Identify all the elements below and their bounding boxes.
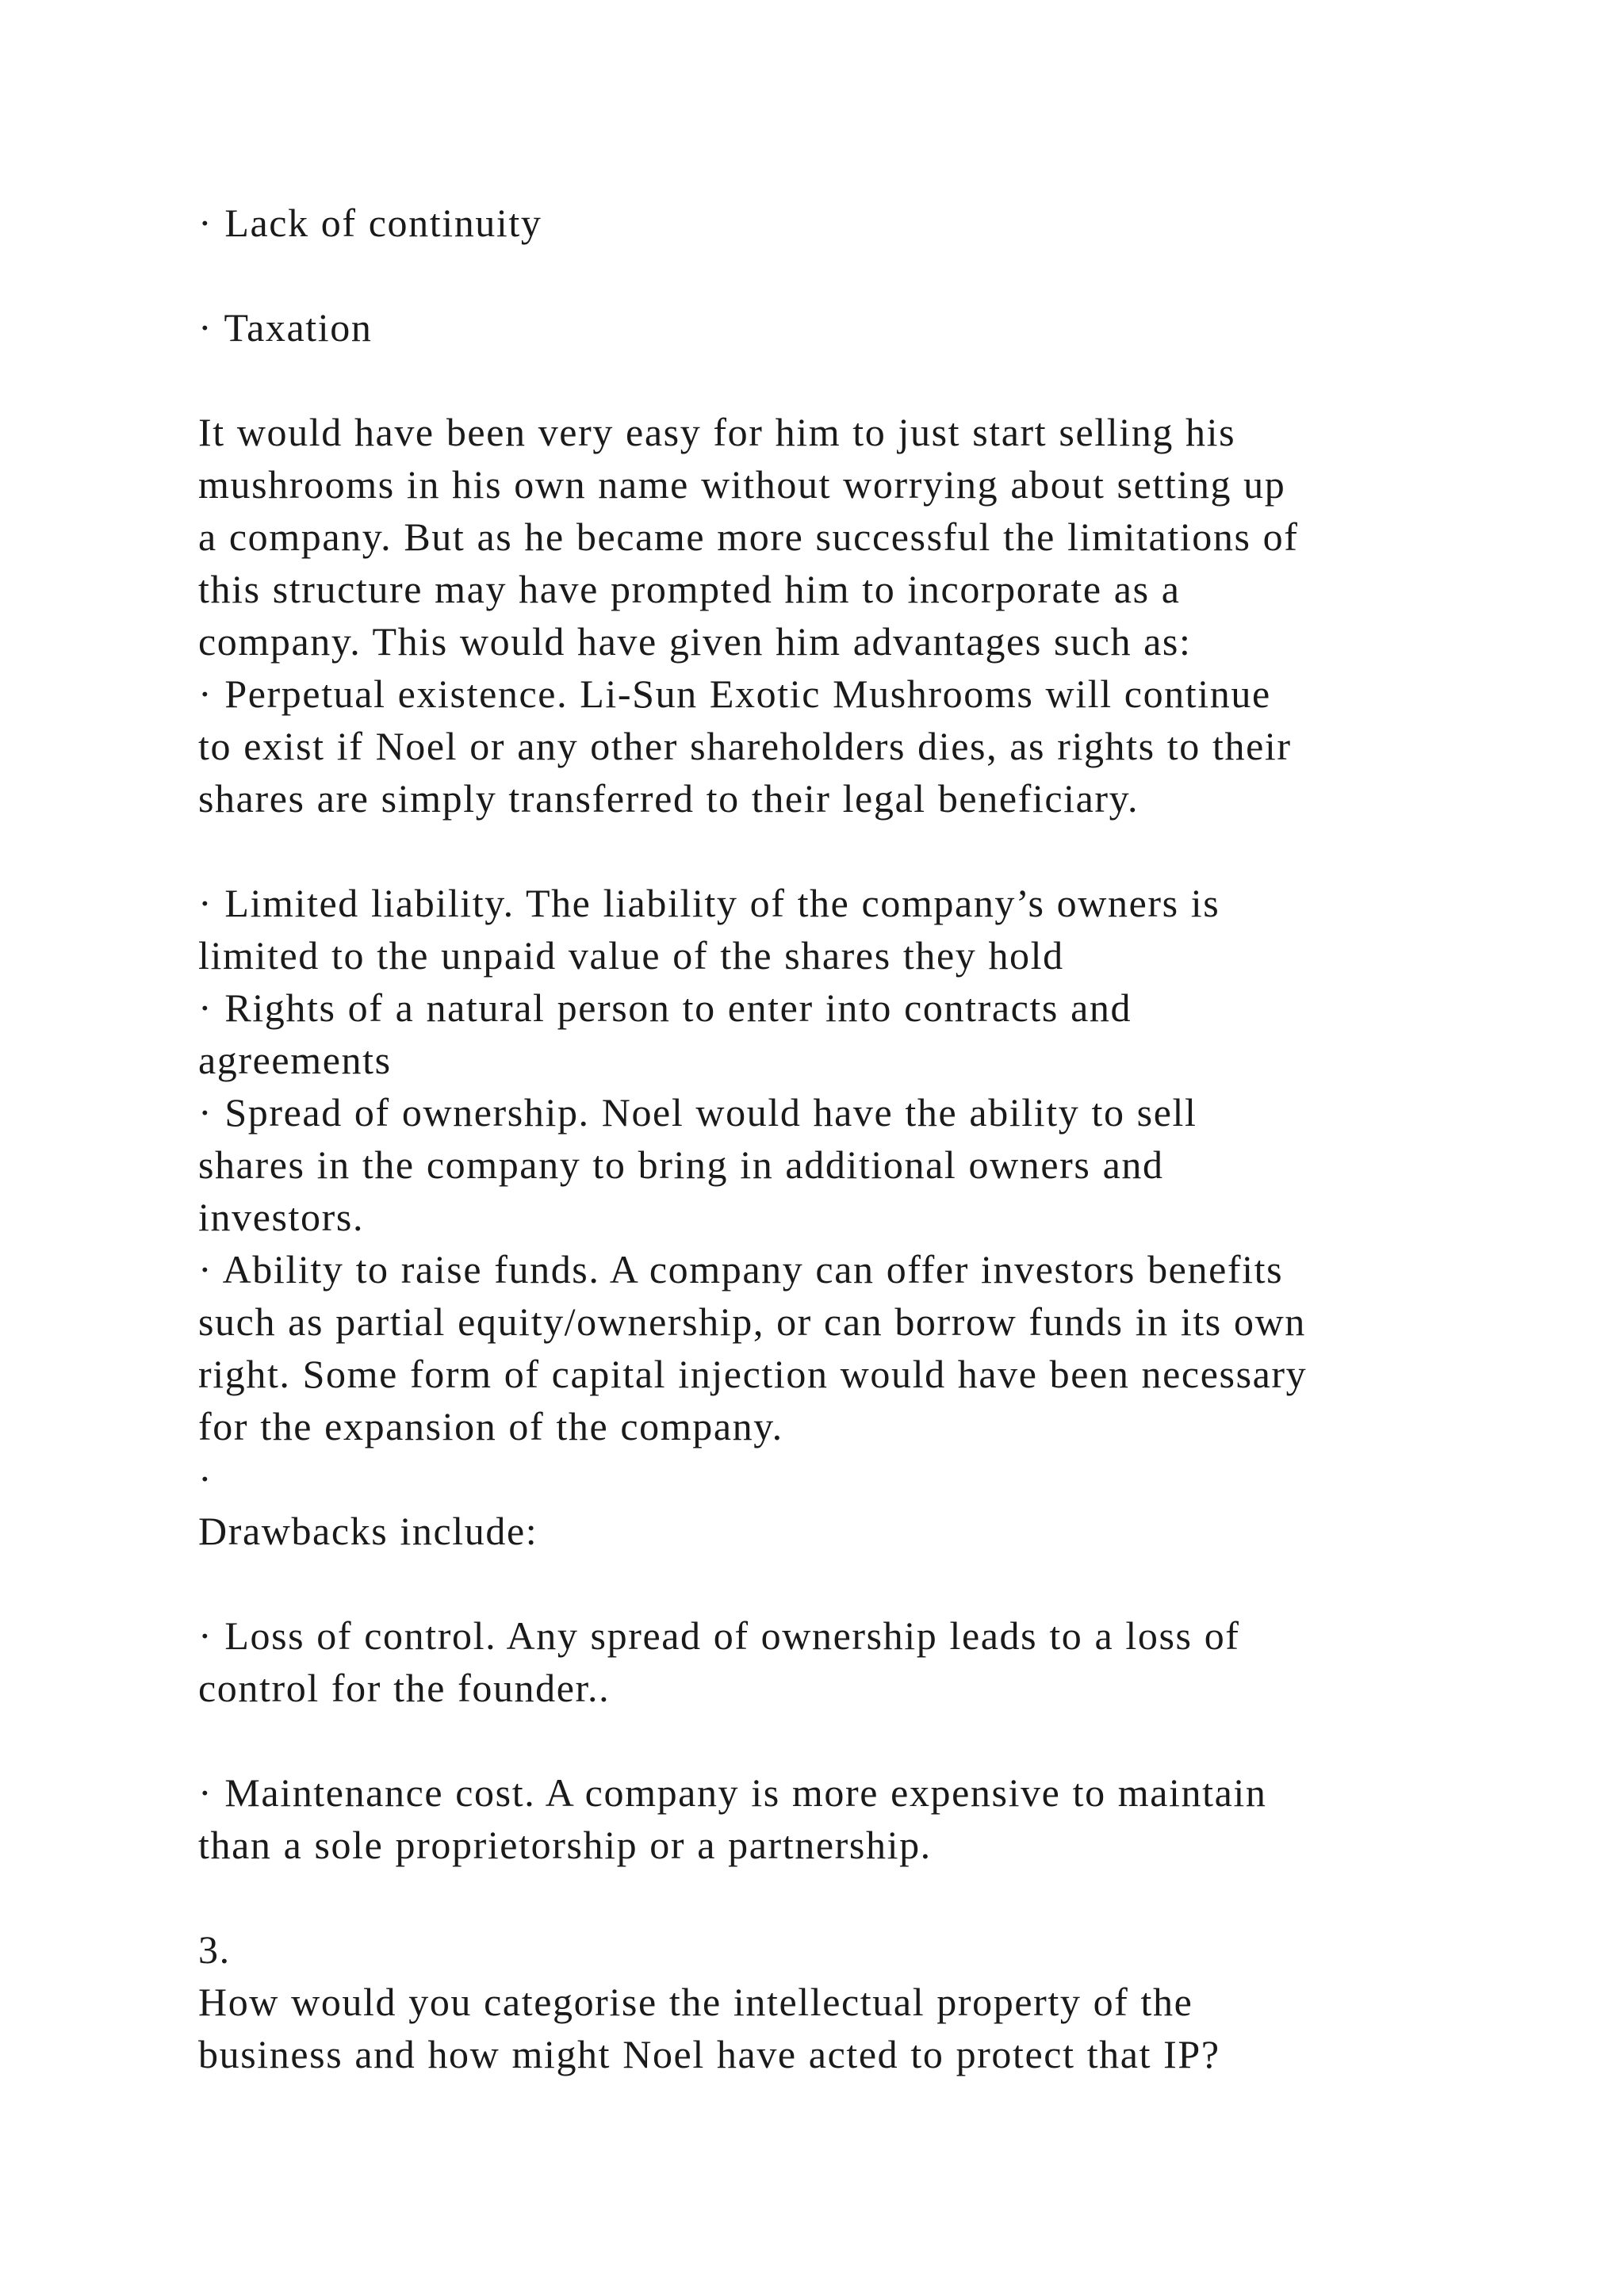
drawbacks-heading: Drawbacks include: — [198, 1509, 538, 1553]
paragraph-line: limited to the unpaid value of the shares they hold — [198, 933, 1064, 978]
bullet-taxation: · Taxation — [198, 305, 373, 350]
paragraph-line: to exist if Noel or any other shareholders dies, as rights to their — [198, 724, 1292, 768]
bullet-limited-liability: · Limited liability. The liability of the company’s owners is — [198, 881, 1220, 925]
paragraph-line: It would have been very easy for him to just start selling his — [198, 410, 1236, 454]
bullet-ability-to-raise-funds: · Ability to raise funds. A company can offer investors benefits — [198, 1247, 1284, 1292]
paragraph-line: control for the founder.. — [198, 1666, 611, 1710]
paragraph-line: agreements — [198, 1038, 392, 1082]
paragraph-line: shares are simply transferred to their legal beneficiary. — [198, 776, 1139, 821]
paragraph-line: mushrooms in his own name without worrying about setting up — [198, 462, 1286, 507]
bullet-perpetual-existence: · Perpetual existence. Li-Sun Exotic Mushrooms will continue — [198, 672, 1271, 716]
paragraph-line: for the expansion of the company. — [198, 1404, 783, 1448]
paragraph-line: investors. — [198, 1195, 365, 1239]
paragraph-line: shares in the company to bring in additional owners and — [198, 1142, 1164, 1187]
question-number: 3. — [198, 1927, 231, 1972]
paragraph-line: right. Some form of capital injection would have been necessary — [198, 1352, 1308, 1396]
paragraph-line: company. This would have given him advantages such as: — [198, 619, 1192, 664]
bullet-rights-natural-person: · Rights of a natural person to enter into contracts and — [198, 985, 1132, 1030]
bullet-loss-of-control: · Loss of control. Any spread of ownership leads to a loss of — [198, 1613, 1240, 1658]
bullet-lack-of-continuity: · Lack of continuity — [198, 201, 542, 245]
paragraph-line: a company. But as he became more successful the limitations of — [198, 515, 1299, 559]
question-text: How would you categorise the intellectual property of the — [198, 1980, 1193, 2024]
paragraph-line: such as partial equity/ownership, or can borrow funds in its own — [198, 1299, 1306, 1344]
paragraph-line: this structure may have prompted him to incorporate as a — [198, 567, 1181, 611]
stray-bullet: · — [198, 1456, 213, 1501]
bullet-maintenance-cost: · Maintenance cost. A company is more expensive to maintain — [198, 1770, 1267, 1815]
paragraph-line: than a sole proprietorship or a partnership. — [198, 1823, 932, 1867]
question-text: business and how might Noel have acted to protect that IP? — [198, 2032, 1220, 2076]
bullet-spread-of-ownership: · Spread of ownership. Noel would have the ability to sell — [198, 1090, 1197, 1135]
